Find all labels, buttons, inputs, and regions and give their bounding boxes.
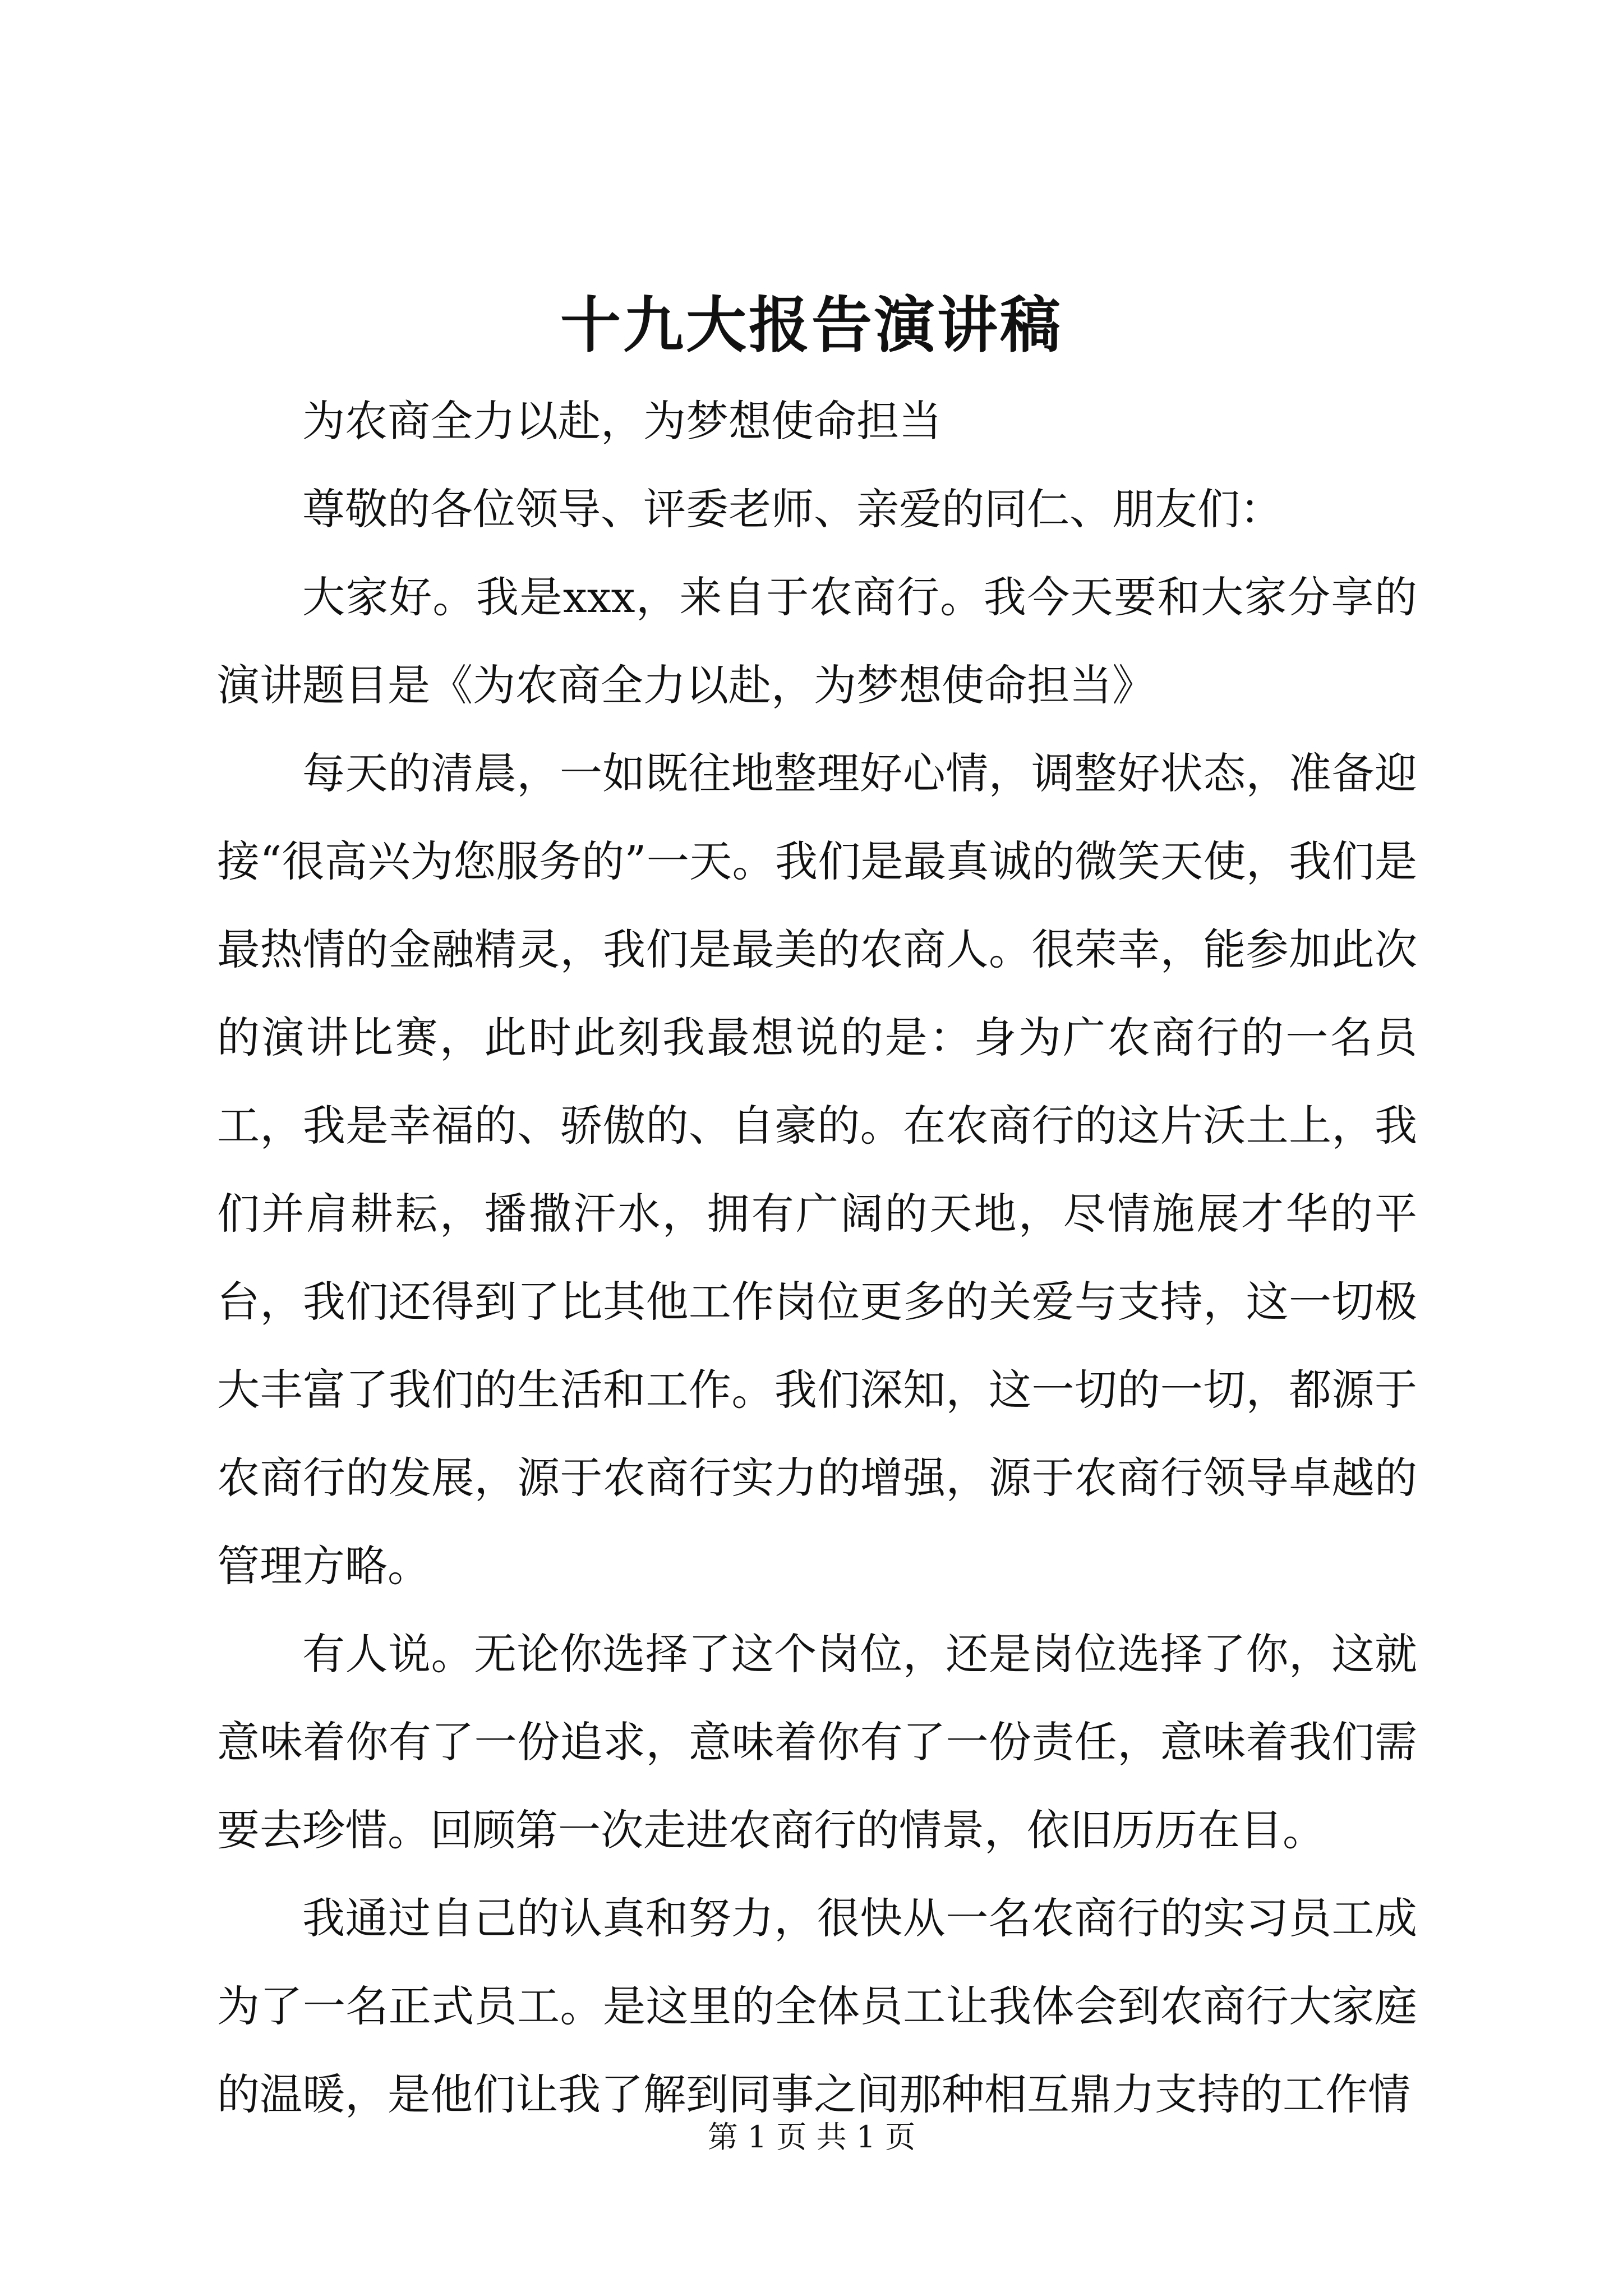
- document-body: [217, 377, 1417, 2138]
- paragraph-morning: 每天的清晨，一如既往地整理好心情，调整好状态，准备迎接“很高兴为您服务的”一天。我们是最真诚的微笑天使，我们是最热情的金融精灵，我们是最美的农商人。很荣幸，能参加此次的演讲比赛，此时此刻我最想说的是：身为广农商行的一名员工，我是幸福的、骄傲的、自豪的。在农商行的这片沃土上，我们并肩耕耘，播撒汗水，拥有广阔的天地，尽情施展才华的平台，我们还得到了比其他工作岗位更多的关爱与支持，这一切极大丰富了我们的生活和工作。我们深知，这一切的一切，都源于农商行的发展，源于农商行实力的增强，源于农商行领导卓越的管理方略。: [217, 748, 1417, 1591]
- paragraph-growth: 我通过自己的认真和努力，很快从一名农商行的实习员工成为了一名正式员工。是这里的全体员工让我体会到农商行大家庭的温暖，是他们让我了解到同事之间那种相互鼎力支持的工作情: [217, 1893, 1417, 2119]
- page-footer: 第 1 页 共 1 页: [707, 2119, 916, 2155]
- paragraph-responsibility: 有人说。无论你选择了这个岗位，还是岗位选择了你，这就意味着你有了一份追求，意味着你有了一份责任，意味着我们需要去珍惜。回顾第一次走进农商行的情景，依旧历历在目。: [217, 1629, 1417, 1855]
- paragraph-salutation: 尊敬的各位领导、评委老师、亲爱的同仁、朋友们：: [302, 484, 1283, 534]
- document-title: 十九大报告演讲稿: [560, 290, 1063, 361]
- paragraph-greeting: 大家好。我是xxx，来自于农商行。我今天要和大家分享的演讲题目是《为农商全力以赴，为梦想使命担当》: [217, 572, 1417, 710]
- paragraph-subtitle: 为农商全力以赴，为梦想使命担当: [302, 396, 942, 446]
